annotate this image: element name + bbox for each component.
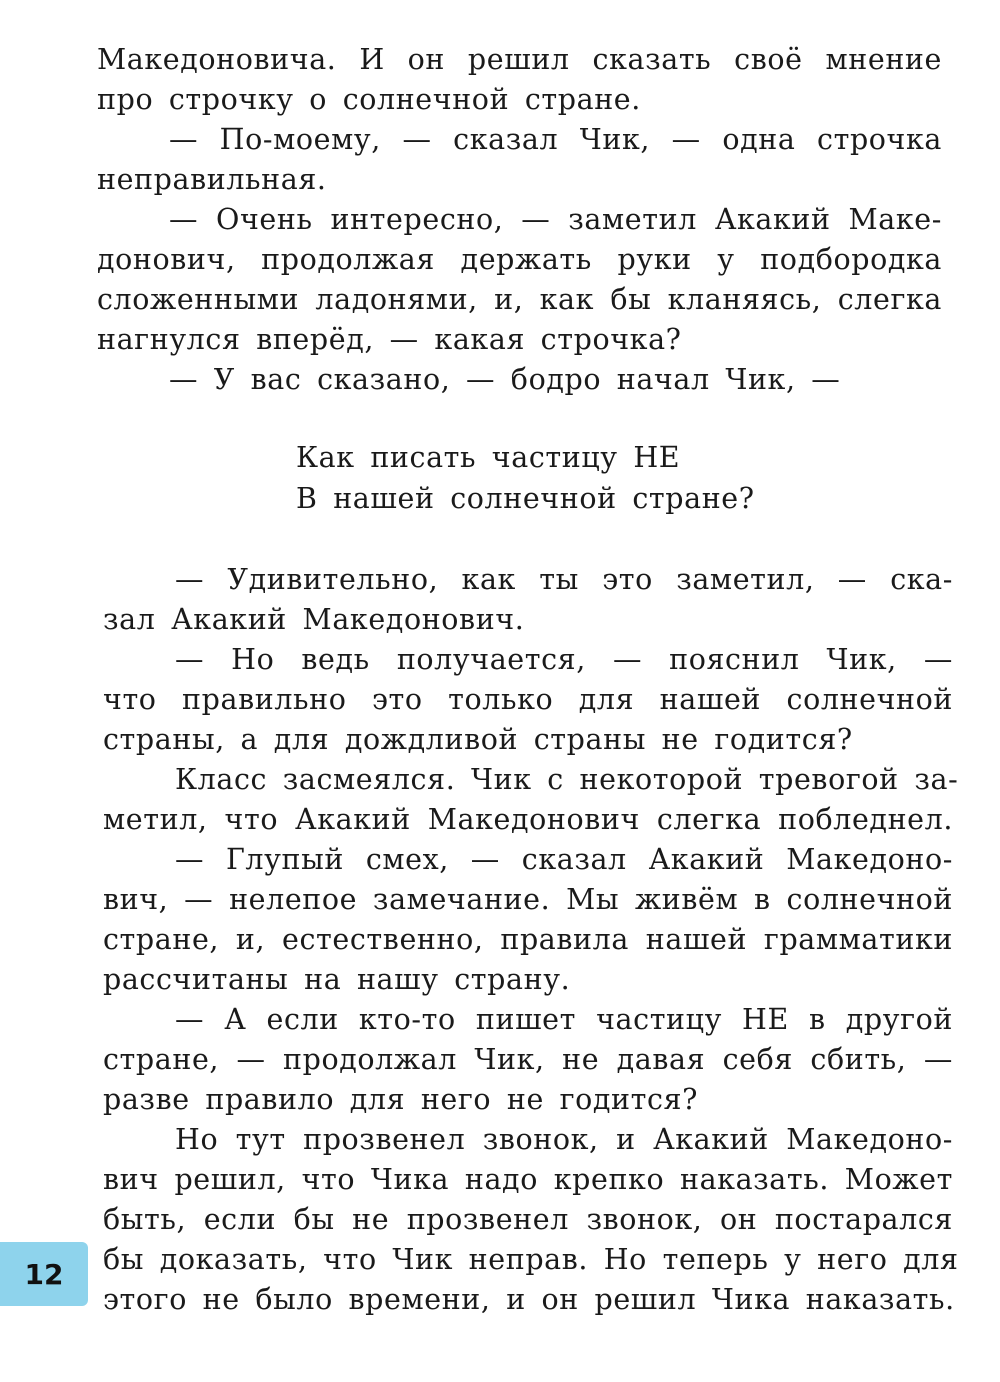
text-line: Македоновича. И он решил сказать своё мнение xyxy=(97,43,942,76)
verse-line: Как писать частицу НЕ xyxy=(296,441,681,474)
text-line: вич, — нелепое замечание. Мы живём в солнечной xyxy=(103,883,953,916)
text-line: рассчитаны на нашу страну. xyxy=(103,963,571,996)
text-line: страны, а для дождливой страны не годится? xyxy=(103,723,853,756)
text-line: стране, и, естественно, правила нашей грамматики xyxy=(103,923,953,956)
text-line: неправильная. xyxy=(97,163,327,196)
text-line: вич решил, что Чика надо крепко наказать. Может xyxy=(103,1163,953,1196)
text-block-top xyxy=(97,40,942,400)
text-line: стране, — продолжал Чик, не давая себя сбить, — xyxy=(103,1043,953,1076)
text-line: этого не было времени, и он решил Чика наказать. xyxy=(103,1283,955,1316)
text-block-bottom xyxy=(103,560,959,1320)
text-line: сложенными ладонями, и, как бы кланяясь, слегка xyxy=(97,283,942,316)
text-line: — По-моему, — сказал Чик, — одна строчка xyxy=(169,123,942,156)
text-line: Класс засмеялся. Чик с некоторой тревогой за- xyxy=(175,763,959,796)
text-line: нагнулся вперёд, — какая строчка? xyxy=(97,323,682,356)
text-line: зал Акакий Македонович. xyxy=(103,603,525,636)
text-line: — А если кто-то пишет частицу НЕ в другой xyxy=(175,1003,953,1036)
text-line: про строчку о солнечной стране. xyxy=(97,83,641,116)
text-line: донович, продолжая держать руки у подбородка xyxy=(97,243,942,276)
text-line: — У вас сказано, — бодро начал Чик, — xyxy=(169,363,841,396)
text-line: — Глупый смех, — сказал Акакий Македоно- xyxy=(175,843,953,876)
text-line: разве правило для него не годится? xyxy=(103,1083,698,1116)
page-number-badge: 12 xyxy=(0,1242,88,1306)
poem-verse xyxy=(296,437,755,519)
text-line: Но тут прозвенел звонок, и Акакий Македоно- xyxy=(175,1123,953,1156)
text-line: метил, что Акакий Македонович слегка побледнел. xyxy=(103,803,953,836)
text-line: — Удивительно, как ты это заметил, — ска- xyxy=(175,563,953,596)
text-line: бы доказать, что Чик неправ. Но теперь у него для xyxy=(103,1243,959,1276)
text-line: — Очень интересно, — заметил Акакий Маке- xyxy=(169,203,942,236)
text-line: что правильно это только для нашей солнечной xyxy=(103,683,953,716)
verse-line: В нашей солнечной стране? xyxy=(296,482,755,515)
text-line: быть, если бы не прозвенел звонок, он постарался xyxy=(103,1203,953,1236)
text-line: — Но ведь получается, — пояснил Чик, — xyxy=(175,643,953,676)
